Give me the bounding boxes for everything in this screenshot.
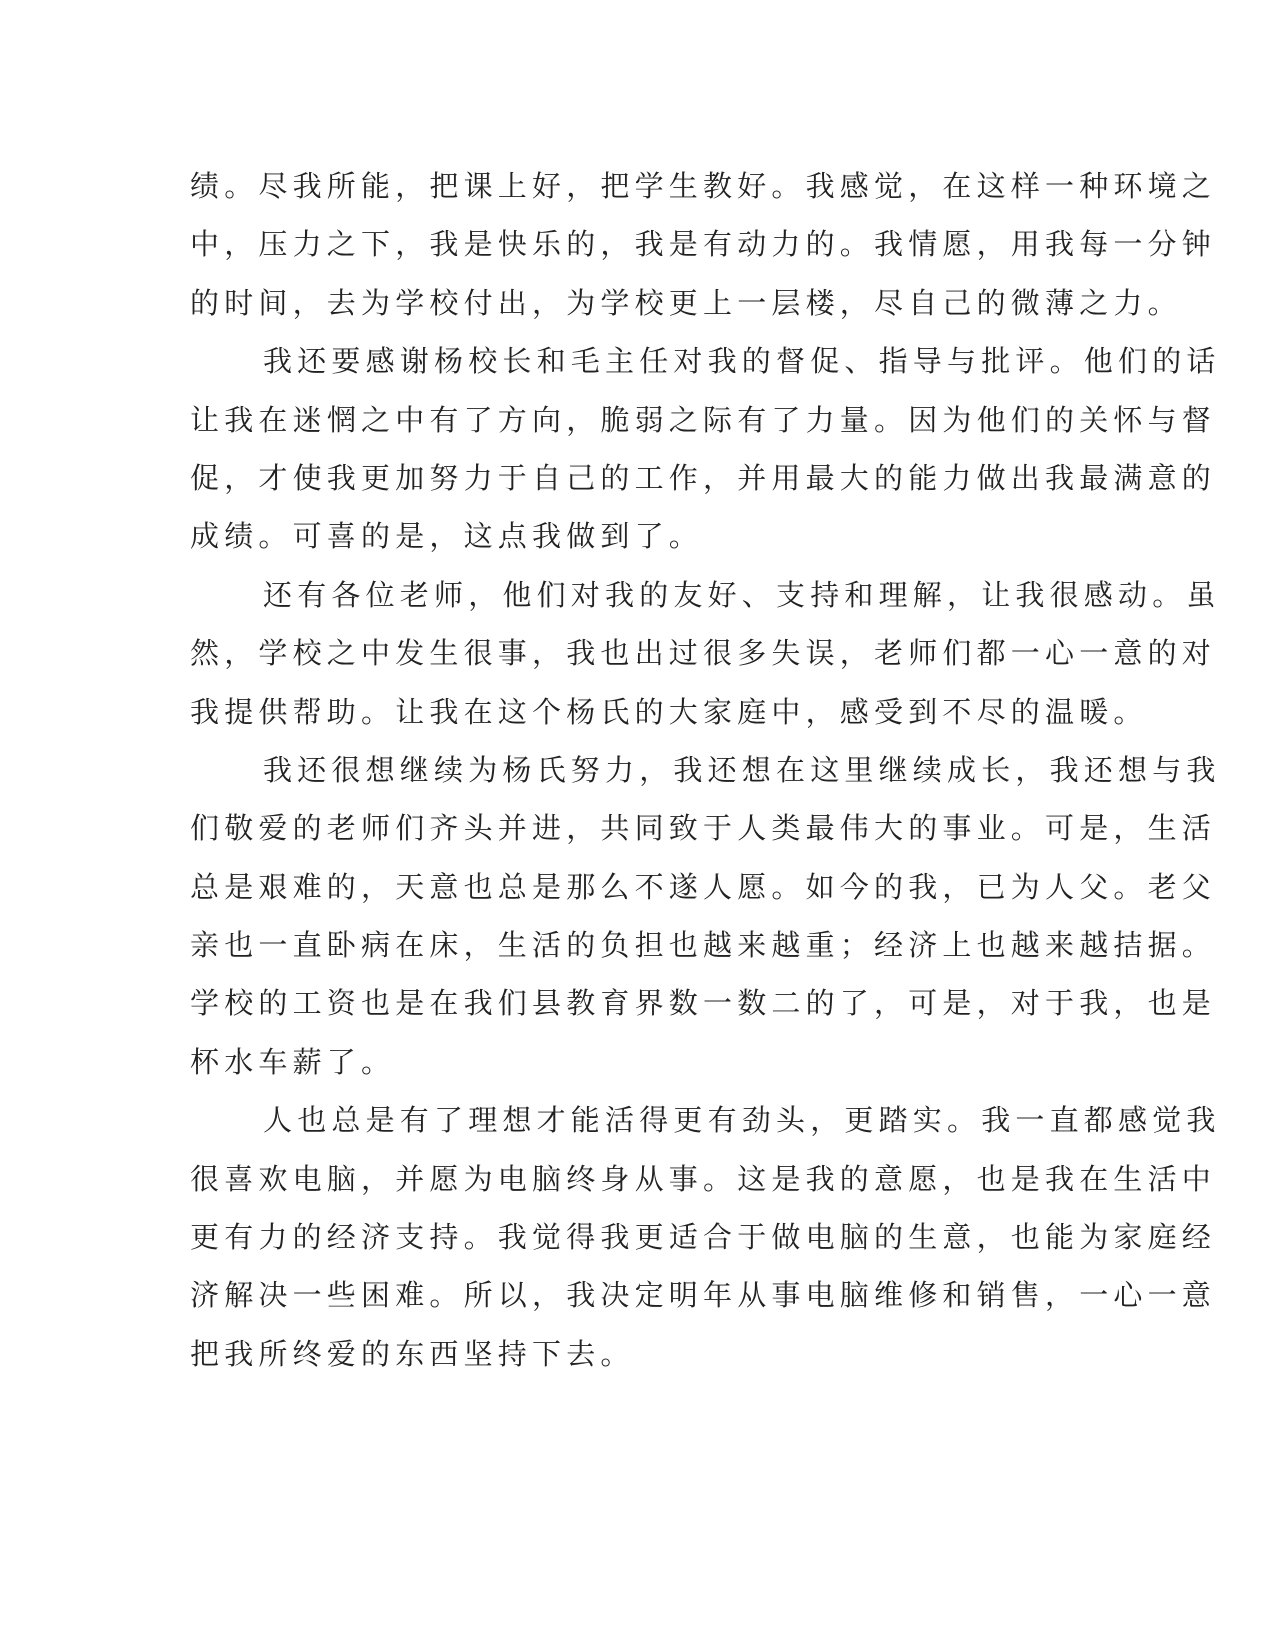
text-line: 总是艰难的，天意也总是那么不遂人愿。如今的我，已为人父。老父: [190, 869, 1217, 904]
text-line: 我提供帮助。让我在这个杨氏的大家庭中，感受到不尽的温暖。: [190, 694, 1148, 729]
text-line: 成绩。可喜的是，这点我做到了。: [190, 519, 704, 554]
text-line: 亲也一直卧病在床，生活的负担也越来越重；经济上也越来越拮据。: [190, 928, 1217, 963]
text-line: 杯水车薪了。: [190, 1044, 396, 1079]
text-line: 把我所终爱的东西坚持下去。: [190, 1336, 635, 1371]
text-line: 然，学校之中发生很事，我也出过很多失误，老师们都一心一意的对: [190, 636, 1217, 671]
text-line: 我还要感谢杨校长和毛主任对我的督促、指导与批评。他们的话: [263, 344, 1221, 379]
text-line: 还有各位老师，他们对我的友好、支持和理解，让我很感动。虽: [263, 577, 1221, 612]
text-line: 很喜欢电脑，并愿为电脑终身从事。这是我的意愿，也是我在生活中: [190, 1161, 1217, 1196]
text-line: 学校的工资也是在我们县教育界数一数二的了，可是，对于我，也是: [190, 986, 1217, 1021]
document-body: [190, 157, 1221, 1383]
text-line: 我还很想继续为杨氏努力，我还想在这里继续成长，我还想与我: [263, 752, 1221, 787]
text-line: 济解决一些困难。所以，我决定明年从事电脑维修和销售，一心一意: [190, 1278, 1217, 1313]
text-line: 中，压力之下，我是快乐的，我是有动力的。我情愿，用我每一分钟: [190, 227, 1217, 262]
text-line: 绩。尽我所能，把课上好，把学生教好。我感觉，在这样一种环境之: [190, 169, 1217, 203]
text-line: 更有力的经济支持。我觉得我更适合于做电脑的生意，也能为家庭经: [190, 1220, 1217, 1255]
text-line: 让我在迷惘之中有了方向，脆弱之际有了力量。因为他们的关怀与督: [190, 402, 1217, 437]
text-line: 的时间，去为学校付出，为学校更上一层楼，尽自己的微薄之力。: [190, 285, 1182, 320]
text-line: 们敬爱的老师们齐头并进，共同致于人类最伟大的事业。可是，生活: [190, 811, 1217, 846]
text-line: 人也总是有了理想才能活得更有劲头，更踏实。我一直都感觉我: [263, 1103, 1221, 1138]
text-line: 促，才使我更加努力于自己的工作，并用最大的能力做出我最满意的: [190, 460, 1217, 495]
